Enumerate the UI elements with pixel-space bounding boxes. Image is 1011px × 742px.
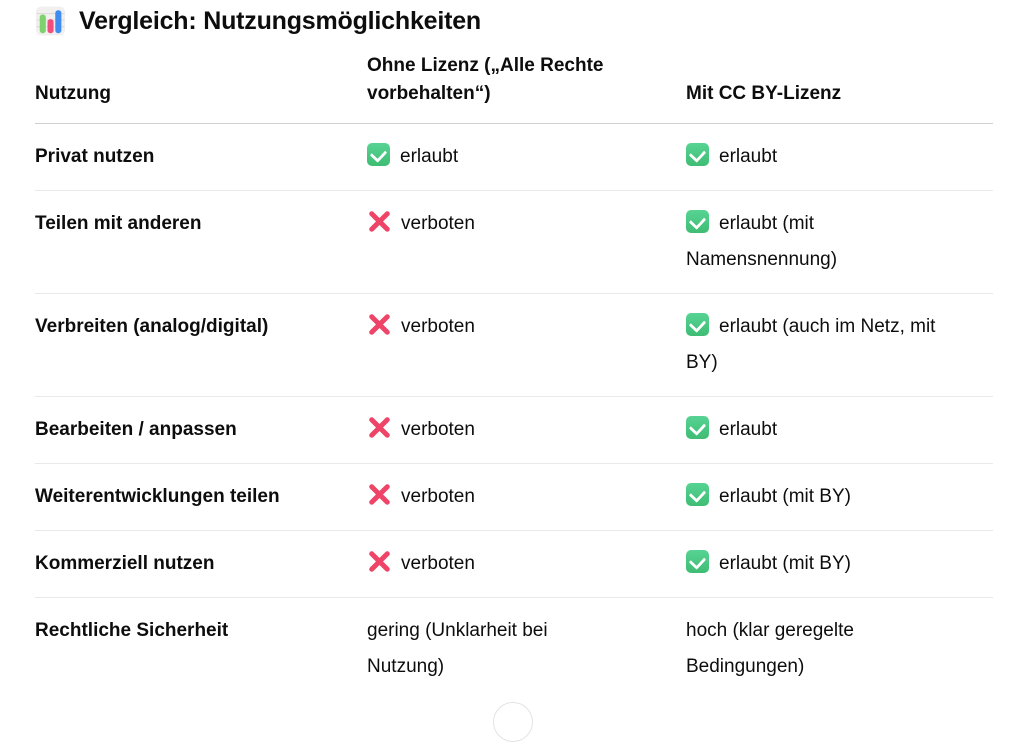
table-row <box>35 531 993 598</box>
cross-icon <box>367 312 392 336</box>
page-title: Vergleich: Nutzungsmöglichkeiten <box>79 6 481 35</box>
cell-ohne-lizenz <box>367 191 686 294</box>
table-row <box>35 191 993 294</box>
cell-text: erlaubt (mit BY) <box>719 486 851 507</box>
check-icon <box>686 483 709 506</box>
cell-text: erlaubt (mit Namensnennung) <box>686 213 838 270</box>
cell-ohne-lizenz <box>367 124 686 191</box>
column-header-cc-by: Mit CC BY-Lizenz <box>686 52 993 124</box>
cell-cc-by <box>686 531 993 598</box>
cell-cc-by <box>686 464 993 531</box>
cell-cc-by <box>686 397 993 464</box>
row-label: Rechtliche Sicherheit <box>35 620 229 641</box>
row-label: Verbreiten (analog/digital) <box>35 294 367 397</box>
cell-ohne-lizenz <box>367 464 686 531</box>
check-icon <box>686 313 709 336</box>
cell-text: gering (Unklarheit bei Nutzung) <box>367 620 548 677</box>
cell-cc-by <box>686 598 993 701</box>
table-row <box>35 397 993 464</box>
cell-text: erlaubt <box>719 146 778 167</box>
cross-icon <box>367 415 392 439</box>
cell-text: erlaubt <box>719 419 778 440</box>
row-label: Bearbeiten / anpassen <box>35 397 367 464</box>
table-row <box>35 124 993 191</box>
row-label: Privat nutzen <box>35 124 367 191</box>
bar-chart-icon <box>35 6 66 36</box>
check-icon <box>686 143 709 166</box>
column-header-ohne-lizenz: Ohne Lizenz („Alle Rechte vorbehalten“) <box>367 52 686 124</box>
table-header-row <box>35 52 993 124</box>
scroll-down-button[interactable] <box>493 702 533 742</box>
cell-ohne-lizenz <box>367 294 686 397</box>
cell-cc-by <box>686 124 993 191</box>
check-icon <box>686 416 709 439</box>
row-label: Kommerziell nutzen <box>35 531 367 598</box>
check-icon <box>367 143 390 166</box>
cell-text: verboten <box>401 553 475 574</box>
section-header <box>0 0 1011 36</box>
cell-text: verboten <box>401 213 475 234</box>
table-row <box>35 294 993 397</box>
row-label: Weiterentwicklungen teilen <box>35 464 367 531</box>
cell-cc-by <box>686 294 993 397</box>
cell-cc-by <box>686 191 993 294</box>
row-label: Teilen mit anderen <box>35 191 367 294</box>
cross-icon <box>367 209 392 233</box>
cell-ohne-lizenz <box>367 531 686 598</box>
check-icon <box>686 210 709 233</box>
cell-text: verboten <box>401 316 475 337</box>
cross-icon <box>367 549 392 573</box>
cell-ohne-lizenz <box>367 397 686 464</box>
cell-text: verboten <box>401 419 475 440</box>
table-row <box>35 464 993 531</box>
check-icon <box>686 550 709 573</box>
cell-text: erlaubt (auch im Netz, mit BY) <box>686 316 936 373</box>
cell-ohne-lizenz <box>367 598 686 701</box>
cross-icon <box>367 482 392 506</box>
table-row <box>35 598 993 701</box>
cell-text: verboten <box>401 486 475 507</box>
cell-text: hoch (klar geregelte Bedingungen) <box>686 620 854 677</box>
cell-text: erlaubt <box>400 146 459 167</box>
cell-text: erlaubt (mit BY) <box>719 553 851 574</box>
comparison-table <box>35 52 993 700</box>
column-header-nutzung: Nutzung <box>35 52 367 124</box>
